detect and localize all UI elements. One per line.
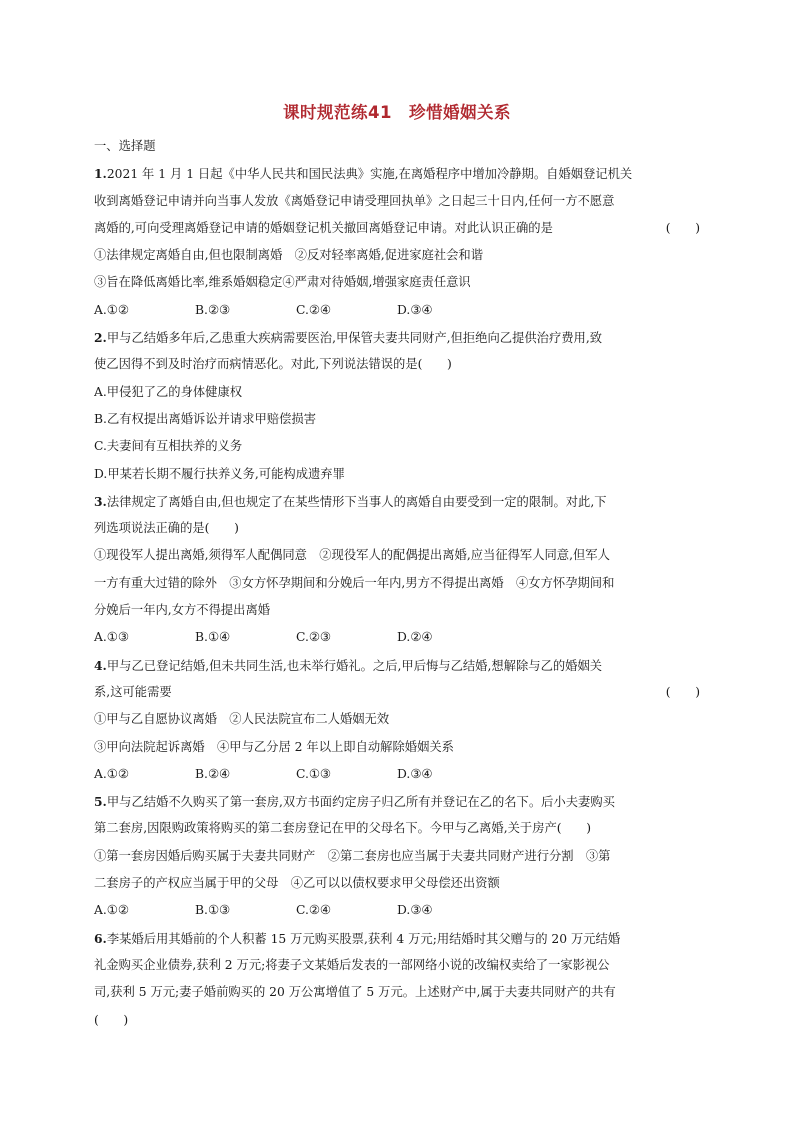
answer-options bbox=[94, 761, 700, 788]
question-text: 列选项说法正确的是( ) bbox=[94, 521, 239, 536]
question-text: 甲与乙结婚多年后,乙患重大疾病需要医治,甲保管夫妻共同财产,但拒绝向乙提供治疗费用,致 bbox=[106, 331, 603, 346]
option-b[interactable]: B.①④ bbox=[195, 630, 230, 645]
answer-options bbox=[94, 897, 700, 924]
answer-blank: ( ) bbox=[665, 684, 700, 699]
question-text: 第二套房,因限购政策将购买的第二套房登记在甲的父母名下。今甲与乙离婚,关于房产( ) bbox=[94, 821, 591, 836]
option-d[interactable]: D.②④ bbox=[397, 630, 433, 645]
option-c[interactable]: C.②④ bbox=[296, 903, 331, 918]
option-d[interactable]: D.③④ bbox=[397, 766, 433, 781]
statement-line: 二套房子的产权应当属于甲的父母 ④乙可以以债权要求甲父母偿还出资额 bbox=[94, 876, 500, 891]
question-text: 离婚的,可向受理离婚登记申请的婚姻登记机关撤回离婚登记申请。对此认识正确的是 bbox=[94, 220, 553, 235]
statement-line: 分娩后一年内,女方不得提出离婚 bbox=[94, 603, 271, 618]
question-number: 5. bbox=[94, 794, 107, 810]
question-text: 使乙因得不到及时治疗而病情恶化。对此,下列说法错误的是( ) bbox=[94, 357, 452, 372]
question-number: 1. bbox=[94, 166, 107, 182]
question-list bbox=[94, 133, 700, 1034]
question-5 bbox=[94, 788, 700, 924]
statement-line: ③旨在降低离婚比率,维系婚姻稳定④严肃对待婚姻,增强家庭责任意识 bbox=[94, 275, 471, 290]
question-number: 3. bbox=[94, 493, 107, 509]
question-text: 甲与乙结婚不久购买了第一套房,双方书面约定房子归乙所有并登记在乙的名下。后小夫妻购买 bbox=[106, 795, 615, 810]
option-c[interactable]: C.②④ bbox=[296, 302, 331, 317]
question-number: 6. bbox=[94, 930, 107, 946]
question-text: 法律规定了离婚自由,但也规定了在某些情形下当事人的离婚自由要受到一定的限制。对此,下 bbox=[106, 494, 607, 509]
option-b[interactable]: B.②④ bbox=[195, 766, 230, 781]
option-b[interactable]: B.①③ bbox=[195, 903, 230, 918]
statement-line: ①甲与乙自愿协议离婚 ②人民法院宣布二人婚姻无效 bbox=[94, 712, 390, 727]
answer-options bbox=[94, 624, 700, 651]
answer-blank: ( ) bbox=[665, 220, 700, 235]
statement-line: ①第一套房因婚后购买属于夫妻共同财产 ②第二套房也应当属于夫妻共同财产进行分割 ③第 bbox=[94, 848, 611, 863]
option-d[interactable]: D.③④ bbox=[397, 302, 433, 317]
question-4 bbox=[94, 652, 700, 788]
section-heading: 一、选择题 bbox=[94, 139, 156, 153]
option-d[interactable]: D.③④ bbox=[397, 903, 433, 918]
option-c[interactable]: C.①③ bbox=[296, 766, 331, 781]
option-c[interactable]: C.夫妻间有互相扶养的义务 bbox=[94, 439, 243, 454]
question-text: 系,这可能需要 bbox=[94, 684, 172, 699]
question-text: 司,获利 5 万元;妻子婚前购买的 20 万公寓增值了 5 万元。上述财产中,属于夫妻共同财产的共有 bbox=[94, 985, 616, 1000]
question-text: 2021 年 1 月 1 日起《中华人民共和国民法典》实施,在离婚程序中增加冷静期。自婚姻登记机关 bbox=[106, 167, 633, 182]
question-text: 收到离婚登记申请并向当事人发放《离婚登记申请受理回执单》之日起三十日内,任何一方不愿意 bbox=[94, 193, 615, 208]
option-a[interactable]: A.①② bbox=[94, 766, 129, 781]
question-3 bbox=[94, 488, 700, 652]
answer-blank: ( ) bbox=[94, 1012, 129, 1027]
question-1 bbox=[94, 160, 700, 324]
question-6 bbox=[94, 925, 700, 1034]
question-number: 4. bbox=[94, 657, 107, 673]
question-text: 甲与乙已登记结婚,但未共同生活,也未举行婚礼。之后,甲后悔与乙结婚,想解除与乙的婚姻关 bbox=[106, 658, 603, 673]
page-title: 课时规范练41 珍惜婚姻关系 bbox=[283, 103, 511, 122]
option-a[interactable]: A.①② bbox=[94, 302, 129, 317]
question-text: 李某婚后用其婚前的个人积蓄 15 万元购买股票,获利 4 万元;用结婚时其父赠与的 20 万元结婚 bbox=[106, 931, 621, 946]
statement-line: ①法律规定离婚自由,但也限制离婚 ②反对轻率离婚,促进家庭社会和谐 bbox=[94, 248, 484, 263]
statement-line: ①现役军人提出离婚,须得军人配偶同意 ②现役军人的配偶提出离婚,应当征得军人同意,但军人 bbox=[94, 548, 610, 563]
option-b[interactable]: B.②③ bbox=[195, 302, 230, 317]
option-c[interactable]: C.②③ bbox=[296, 630, 331, 645]
question-2 bbox=[94, 324, 700, 488]
statement-line: 一方有重大过错的除外 ③女方怀孕期间和分娩后一年内,男方不得提出离婚 ④女方怀孕期间和 bbox=[94, 575, 615, 590]
option-a[interactable]: A.①② bbox=[94, 903, 129, 918]
option-a[interactable]: A.甲侵犯了乙的身体健康权 bbox=[94, 384, 243, 399]
question-number: 2. bbox=[94, 330, 107, 346]
answer-options bbox=[94, 297, 700, 324]
question-text: 礼金购买企业债券,获利 2 万元;将妻子文某婚后发表的一部网络小说的改编权卖给了一家影视公 bbox=[94, 957, 610, 972]
statement-line: ③甲向法院起诉离婚 ④甲与乙分居 2 年以上即自动解除婚姻关系 bbox=[94, 739, 454, 754]
option-b[interactable]: B.乙有权提出离婚诉讼并请求甲赔偿损害 bbox=[94, 411, 316, 426]
option-a[interactable]: A.①③ bbox=[94, 630, 129, 645]
option-d[interactable]: D.甲某若长期不履行扶养义务,可能构成遗弃罪 bbox=[94, 466, 345, 481]
